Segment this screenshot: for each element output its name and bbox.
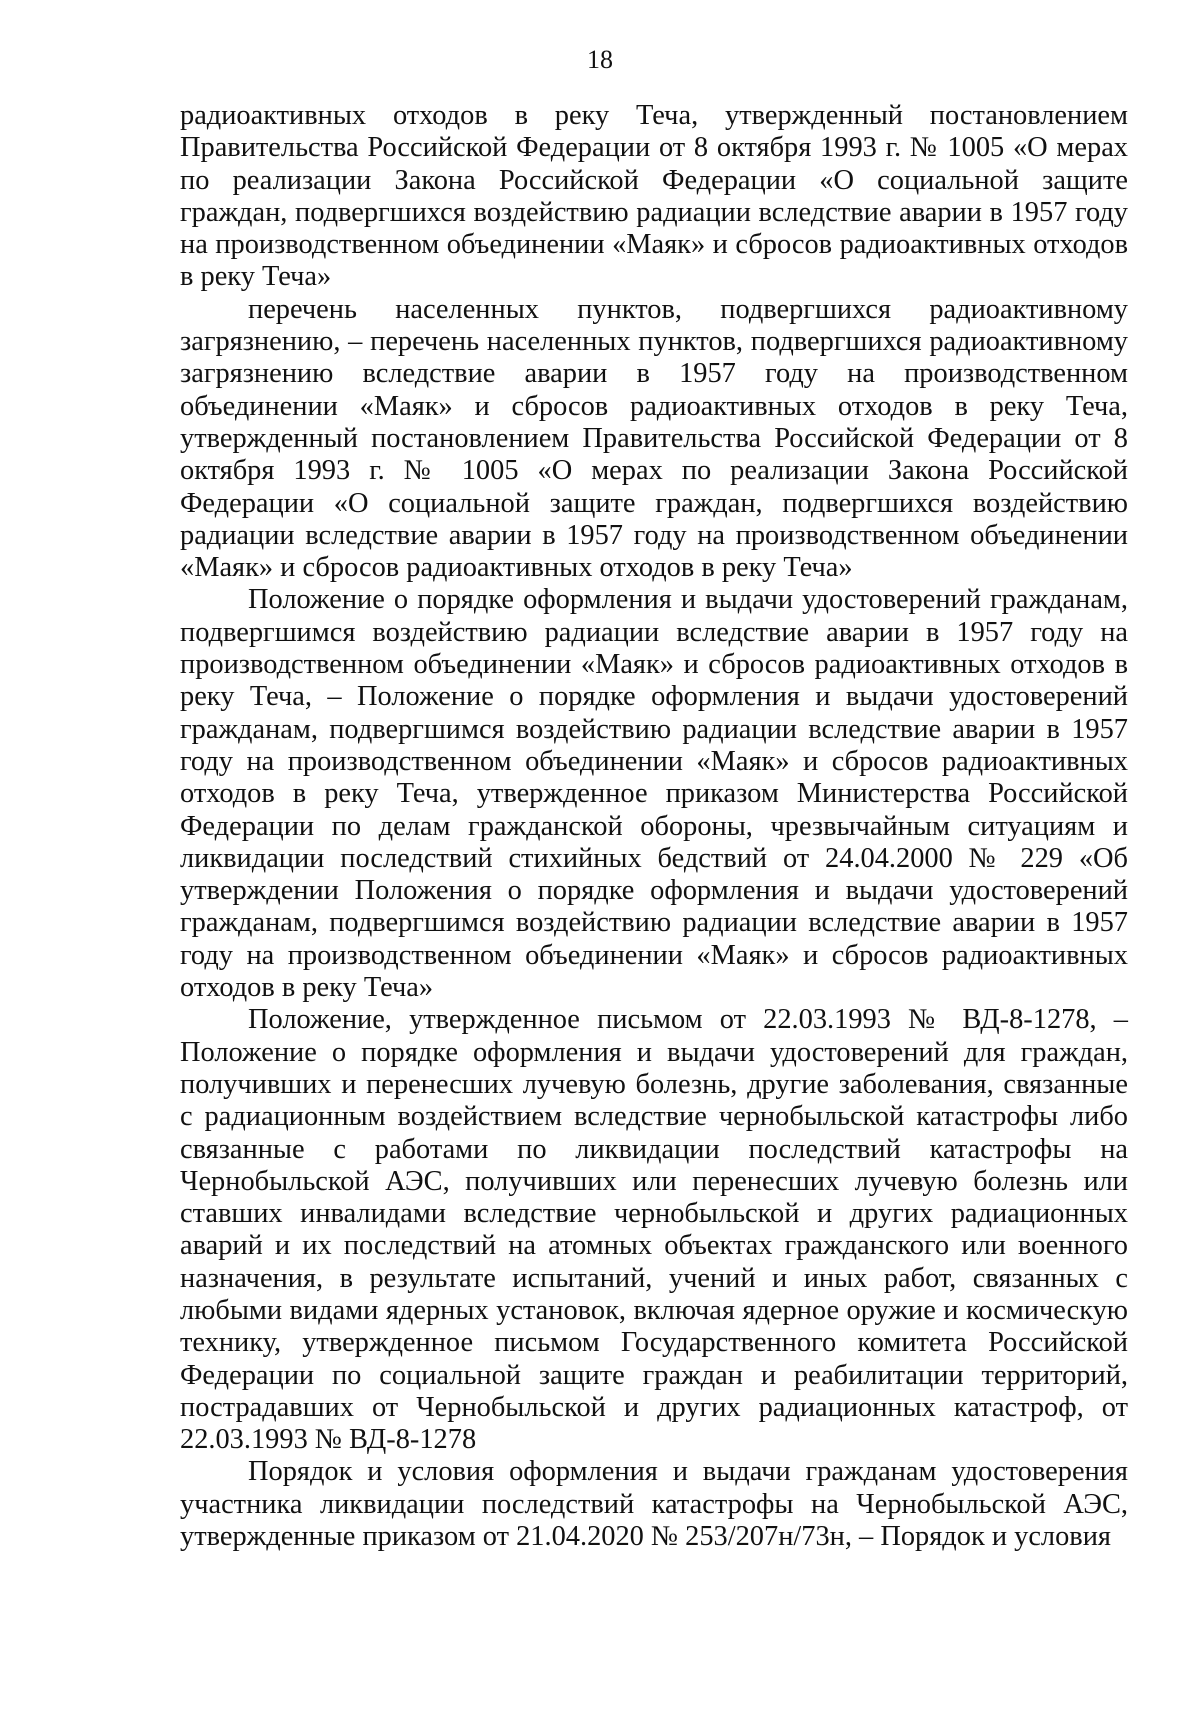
- document-body: [180, 100, 1128, 1553]
- paragraph-mayak-certificate-regulation: Положение о порядке оформления и выдачи удостоверений гражданам, подвергшимся воздействию радиации вследствие аварии в 1957 году на производственном объединении «Маяк» и сбросов радиоактивных отходов в реку Теча, – Положение о порядке оформления и выдачи удостоверений гражданам, подвергшимся воздействию радиации вследствие аварии в 1957 году на производственном объединении «Маяк» и сбросов радиоактивных отходов в реку Теча, утвержденное приказом Министерства Российской Федерации по делам гражданской обороны, чрезвычайным ситуациям и ликвидации последствий стихийных бедствий от 24.04.2000 № 229 «Об утверждении Положения о порядке оформления и выдачи удостоверений гражданам, подвергшимся воздействию радиации вследствие аварии в 1957 году на производственном объединении «Маяк» и сбросов радиоактивных отходов в реку Теча»: [180, 584, 1128, 1004]
- paragraph-continuation: радиоактивных отходов в реку Теча, утвержденный постановлением Правительства Российской Федерации от 8 октября 1993 г. № 1005 «О мерах по реализации Закона Российской Федерации «О социальной защите граждан, подвергшихся воздействию радиации вследствие аварии в 1957 году на производственном объединении «Маяк» и сбросов радиоактивных отходов в реку Теча»: [180, 100, 1128, 293]
- paragraph-settlements-list: перечень населенных пунктов, подвергшихся радиоактивному загрязнению, – перечень населенных пунктов, подвергшихся радиоактивному загрязнению вследствие аварии в 1957 году на производственном объединении «Маяк» и сбросов радиоактивных отходов в реку Теча, утвержденный постановлением Правительства Российской Федерации от 8 октября 1993 г. № 1005 «О мерах по реализации Закона Российской Федерации «О социальной защите граждан, подвергшихся воздействию радиации вследствие аварии в 1957 году на производственном объединении «Маяк» и сбросов радиоактивных отходов в реку Теча»: [180, 293, 1128, 584]
- page-number: 18: [587, 45, 613, 74]
- paragraph-letter-regulation: Положение, утвержденное письмом от 22.03.1993 № ВД-8-1278, – Положение о порядке оформления и выдачи удостоверений для граждан, получивших и перенесших лучевую болезнь, другие заболевания, связанные с радиационным воздействием вследствие чернобыльской катастрофы либо связанные с работами по ликвидации последствий катастрофы на Чернобыльской АЭС, получивших или перенесших лучевую болезнь или ставших инвалидами вследствие чернобыльской и других радиационных аварий и их последствий на атомных объектах гражданского или военного назначения, в результате испытаний, учений и иных работ, связанных с любыми видами ядерных установок, включая ядерное оружие и космическую технику, утвержденное письмом Государственного комитета Российской Федерации по социальной защите граждан и реабилитации территорий, пострадавших от Чернобыльской и других радиационных катастроф, от 22.03.1993 № ВД-8-1278: [180, 1004, 1128, 1456]
- paragraph-chernobyl-certificate-procedure: Порядок и условия оформления и выдачи гражданам удостоверения участника ликвидации последствий катастрофы на Чернобыльской АЭС, утвержденные приказом от 21.04.2020 № 253/207н/73н, – Порядок и условия: [180, 1456, 1128, 1553]
